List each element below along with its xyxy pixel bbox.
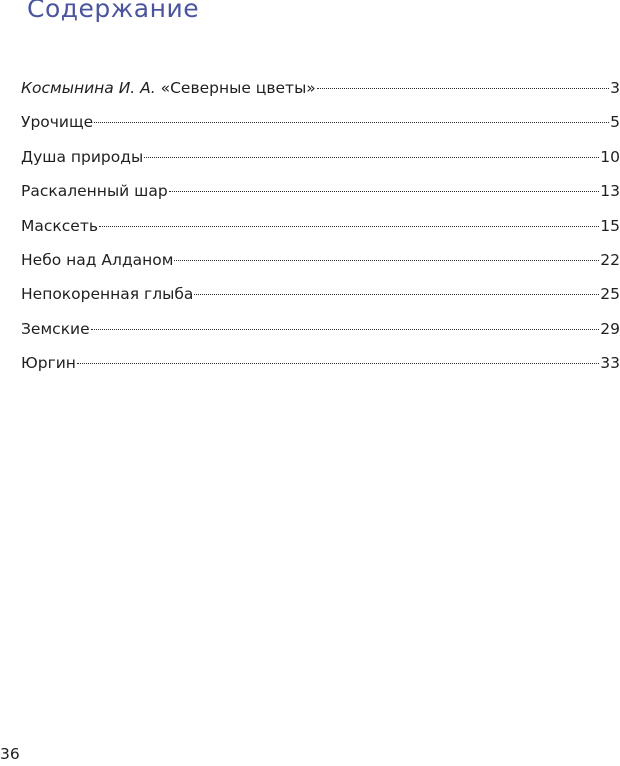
toc-entry-page: 13 <box>600 182 620 201</box>
toc-entry[interactable] <box>21 351 620 385</box>
toc-entry-title: Земские <box>21 319 90 338</box>
toc-entry-title: Непокоренная глыба <box>21 285 194 304</box>
toc-entry-title-text: «Северные цветы» <box>160 79 316 97</box>
toc-entry-title: Раскаленный шар <box>21 182 168 201</box>
toc-entry-title: Масксеть <box>21 216 98 235</box>
dot-leader <box>94 122 609 123</box>
contents-heading: Содержание <box>27 0 200 23</box>
dot-leader <box>317 88 609 89</box>
toc-entry-page: 29 <box>600 319 620 338</box>
dot-leader <box>99 226 599 227</box>
toc-entry[interactable] <box>21 76 620 110</box>
toc-entry-title: Небо над Алданом <box>21 250 174 269</box>
toc-entry[interactable] <box>21 248 620 282</box>
dot-leader <box>169 191 600 192</box>
toc-entry-author: Космынина И. А. <box>21 79 156 97</box>
toc-entry[interactable] <box>21 214 620 248</box>
toc-entry-page: 15 <box>600 216 620 235</box>
toc-entry[interactable] <box>21 110 620 144</box>
toc-entry-page: 5 <box>610 113 620 132</box>
dot-leader <box>91 329 600 330</box>
dot-leader <box>144 157 599 158</box>
toc-entry-title: Юргин <box>21 354 76 373</box>
toc-entry-title <box>21 76 316 100</box>
toc-entry-page: 3 <box>610 79 620 97</box>
toc-entry[interactable] <box>21 179 620 213</box>
page-number: 36 <box>0 745 20 763</box>
toc-entry-page: 22 <box>600 250 620 269</box>
dot-leader <box>174 260 599 261</box>
toc-entry-title: Урочище <box>21 113 94 132</box>
toc-entry[interactable] <box>21 145 620 179</box>
toc-entry-page: 25 <box>600 285 620 304</box>
dot-leader <box>194 294 599 295</box>
toc-entry-page: 33 <box>600 354 620 373</box>
toc-entry-page: 10 <box>600 147 620 166</box>
dot-leader <box>77 363 599 364</box>
table-of-contents <box>21 76 620 386</box>
toc-entry[interactable] <box>21 282 620 316</box>
toc-entry-title: Душа природы <box>21 147 144 166</box>
toc-entry[interactable] <box>21 317 620 351</box>
